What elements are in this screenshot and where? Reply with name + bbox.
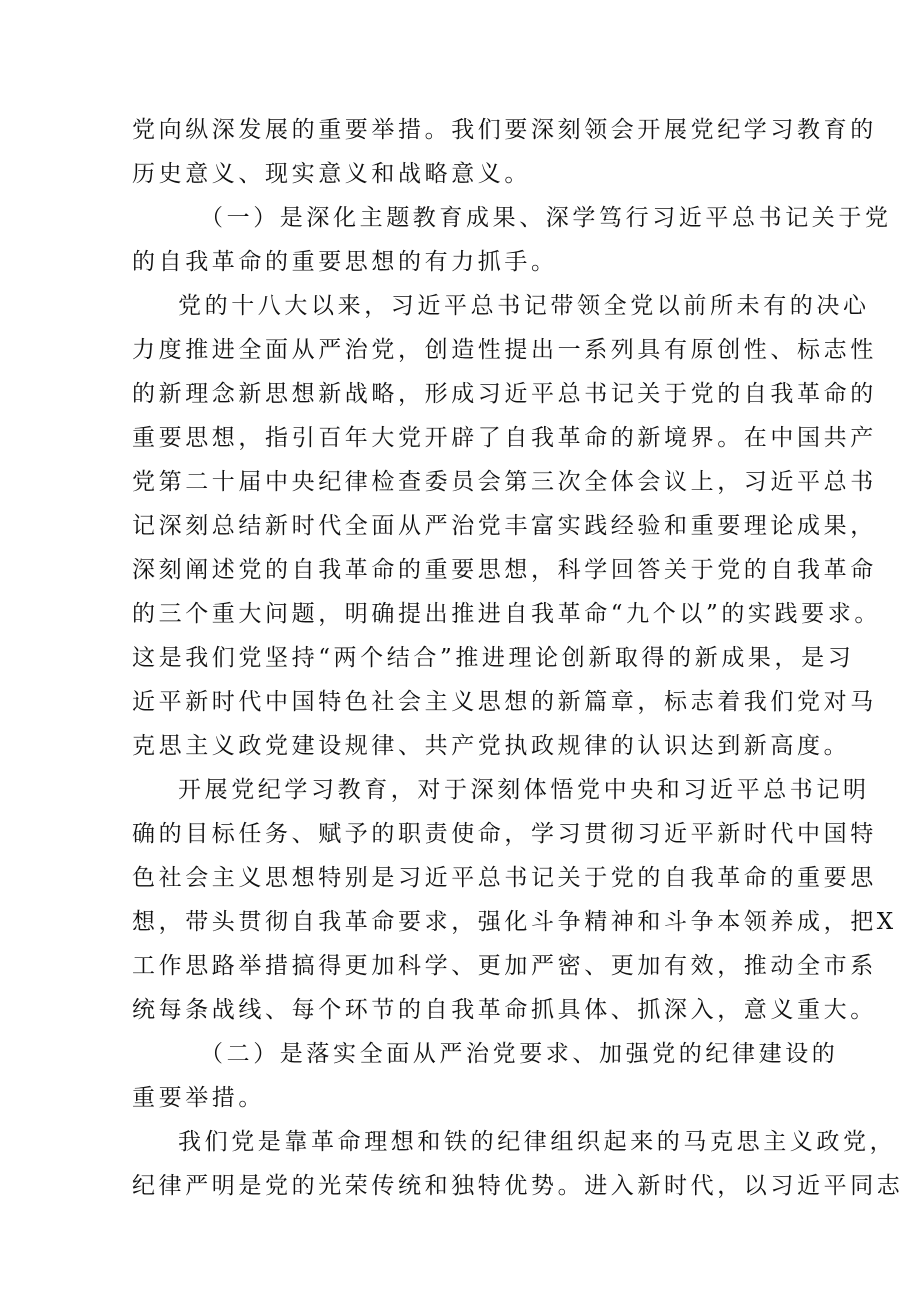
section-heading-2-cont: 重要举措。 bbox=[132, 1085, 265, 1111]
text-line: 记深刻总结新时代全面从严治党丰富实践经验和重要理论成果， bbox=[132, 513, 877, 539]
section-heading-1: （一）是深化主题教育成果、深学笃行习近平总书记关于党 bbox=[200, 205, 892, 231]
section-heading-1-cont: 的自我革命的重要思想的有力抓手。 bbox=[132, 249, 558, 275]
text-line: 的新理念新思想新战略，形成习近平总书记关于党的自我革命的 bbox=[132, 381, 877, 407]
paragraph-start: 我们党是靠革命理想和铁的纪律组织起来的马克思主义政党， bbox=[178, 1129, 897, 1155]
text-line: 重要思想，指引百年大党开辟了自我革命的新境界。在中国共产 bbox=[132, 425, 877, 451]
text-line: 工作思路举措搞得更加科学、更加严密、更加有效，推动全市系 bbox=[132, 953, 877, 979]
text-line: 统每条战线、每个环节的自我革命抓具体、抓深入，意义重大。 bbox=[132, 997, 877, 1023]
text-line: 党向纵深发展的重要举措。我们要深刻领会开展党纪学习教育的 bbox=[132, 117, 877, 143]
text-line: 这是我们党坚持“两个结合”推进理论创新取得的新成果，是习 bbox=[132, 645, 855, 671]
text-line: 纪律严明是党的光荣传统和独特优势。进入新时代，以习近平同志 bbox=[132, 1173, 904, 1199]
text-line: 色社会主义思想特别是习近平总书记关于党的自我革命的重要思 bbox=[132, 865, 877, 891]
text-line: 确的目标任务、赋予的职责使命，学习贯彻习近平新时代中国特 bbox=[132, 821, 877, 847]
section-heading-2: （二）是落实全面从严治党要求、加强党的纪律建设的 bbox=[200, 1041, 839, 1067]
text-line: 的三个重大问题，明确提出推进自我革命“九个以”的实践要求。 bbox=[132, 601, 881, 627]
text-line: 力度推进全面从严治党，创造性提出一系列具有原创性、标志性 bbox=[132, 337, 877, 363]
text-line: 想，带头贯彻自我革命要求，强化斗争精神和斗争本领养成，把X bbox=[132, 909, 897, 935]
text-line: 克思主义政党建设规律、共产党执政规律的认识达到新高度。 bbox=[132, 733, 851, 759]
paragraph-start: 开展党纪学习教育，对于深刻体悟党中央和习近平总书记明 bbox=[178, 777, 870, 803]
text-line: 近平新时代中国特色社会主义思想的新篇章，标志着我们党对马 bbox=[132, 689, 877, 715]
paragraph-start: 党的十八大以来，习近平总书记带领全党以前所未有的决心 bbox=[178, 293, 870, 319]
text-line: 历史意义、现实意义和战略意义。 bbox=[132, 161, 531, 187]
text-line: 深刻阐述党的自我革命的重要思想，科学回答关于党的自我革命 bbox=[132, 557, 877, 583]
text-line: 党第二十届中央纪律检查委员会第三次全体会议上，习近平总书 bbox=[132, 469, 877, 495]
